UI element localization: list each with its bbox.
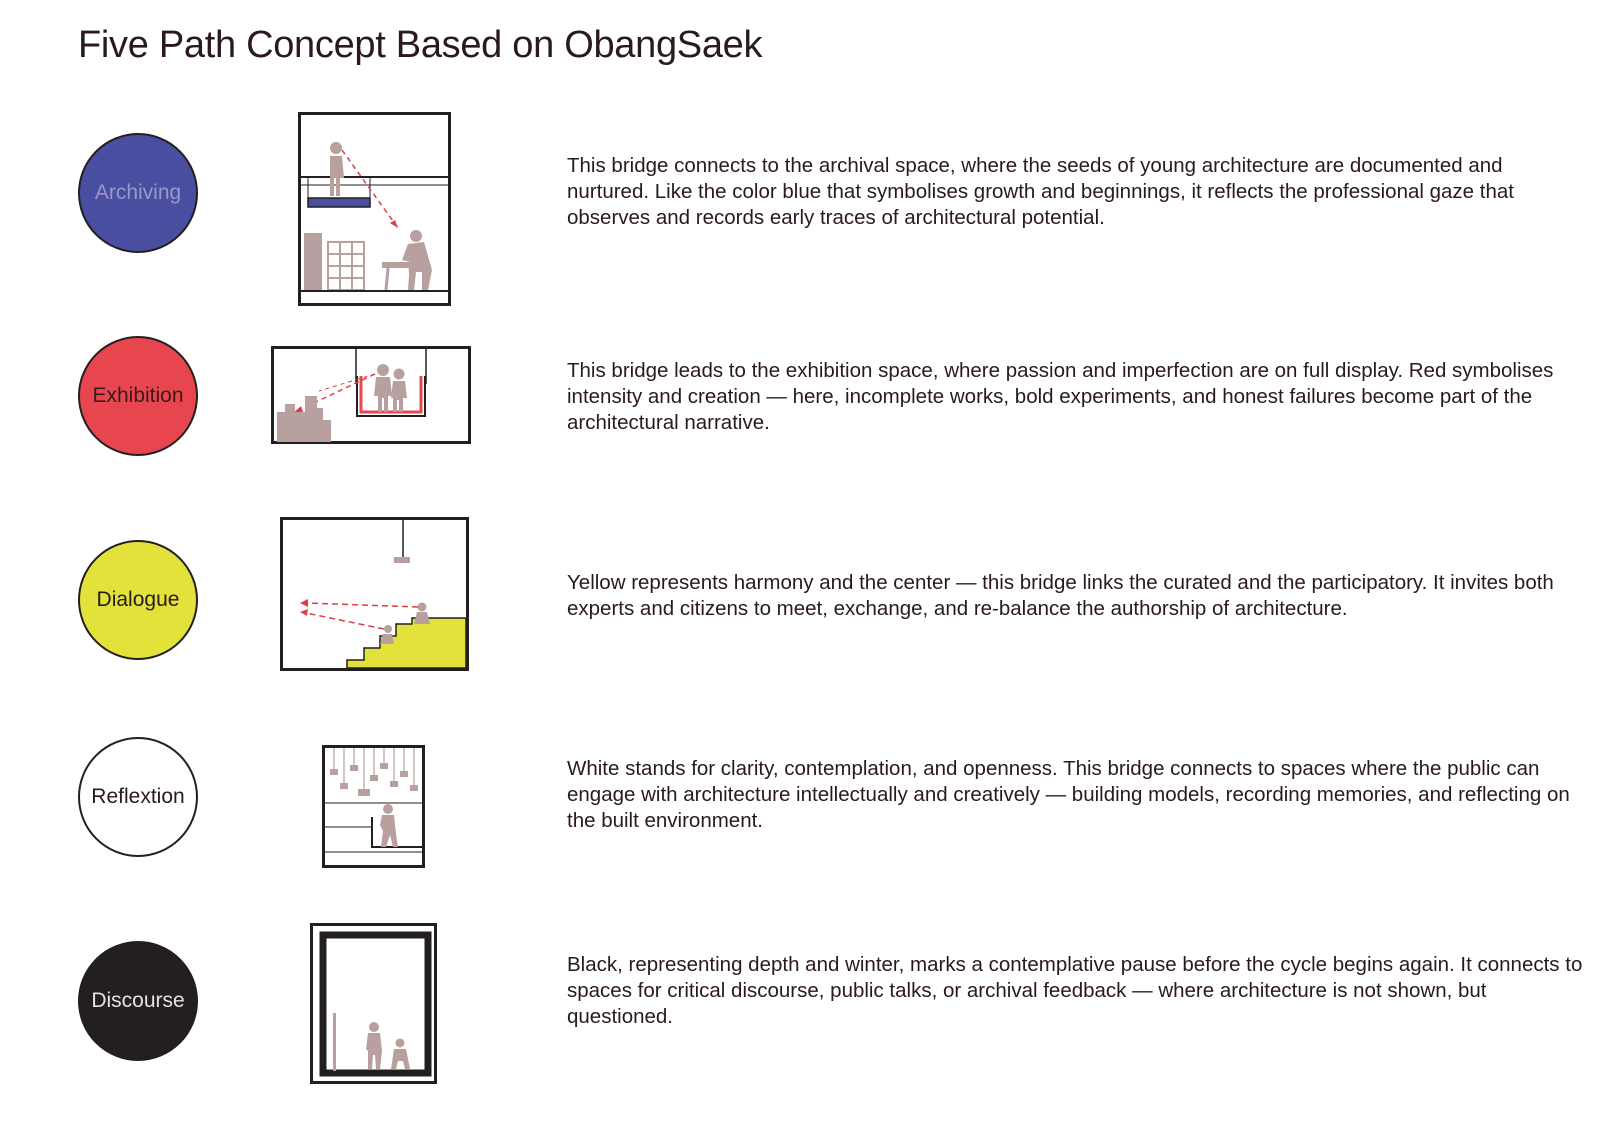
archiving-section-diagram (298, 112, 454, 308)
reflextion-section-diagram (322, 745, 427, 869)
dialogue-section-diagram (280, 517, 471, 673)
dialogue-circle (78, 540, 198, 660)
page-title: Five Path Concept Based on ObangSaek (78, 24, 763, 66)
dialogue-label: Dialogue (96, 588, 180, 611)
exhibition-section-diagram (271, 346, 472, 446)
reflextion-circle (78, 737, 198, 857)
archiving-description: This bridge connects to the archival space, where the seeds of young architecture are documented and nurtured. Like the color blue that symbolises growth and beginnings, it reflects the professional gaze that observes and records early traces of architectural potential. (567, 154, 1514, 229)
discourse-label: Discourse (91, 989, 185, 1012)
exhibition-description: This bridge leads to the exhibition space, where passion and imperfection are on full display. Red symbolises intensity and creation — here, incomplete works, bold experiments, and honest failures become part of the architectural narrative. (567, 359, 1554, 434)
exhibition-circle (78, 336, 198, 456)
archiving-label: Archiving (94, 181, 182, 204)
reflextion-description: White stands for clarity, contemplation, and openness. This bridge connects to spaces where the public can engage with architecture intellectually and creatively — building models, recording memories, and reflecting on the built environment. (567, 757, 1570, 832)
discourse-description: Black, representing depth and winter, marks a contemplative pause before the cycle begins again. It connects to spaces for critical discourse, public talks, or archival feedback — where architecture is not shown, but questioned. (567, 953, 1583, 1028)
reflextion-label: Reflextion (91, 785, 185, 808)
dialogue-description: Yellow represents harmony and the center — this bridge links the curated and the participatory. It invites both experts and citizens to meet, exchange, and re-balance the authorship of architecture. (567, 571, 1554, 620)
discourse-section-diagram (310, 923, 438, 1085)
exhibition-label: Exhibition (92, 384, 184, 407)
discourse-circle (78, 941, 198, 1061)
archiving-circle (78, 133, 198, 253)
